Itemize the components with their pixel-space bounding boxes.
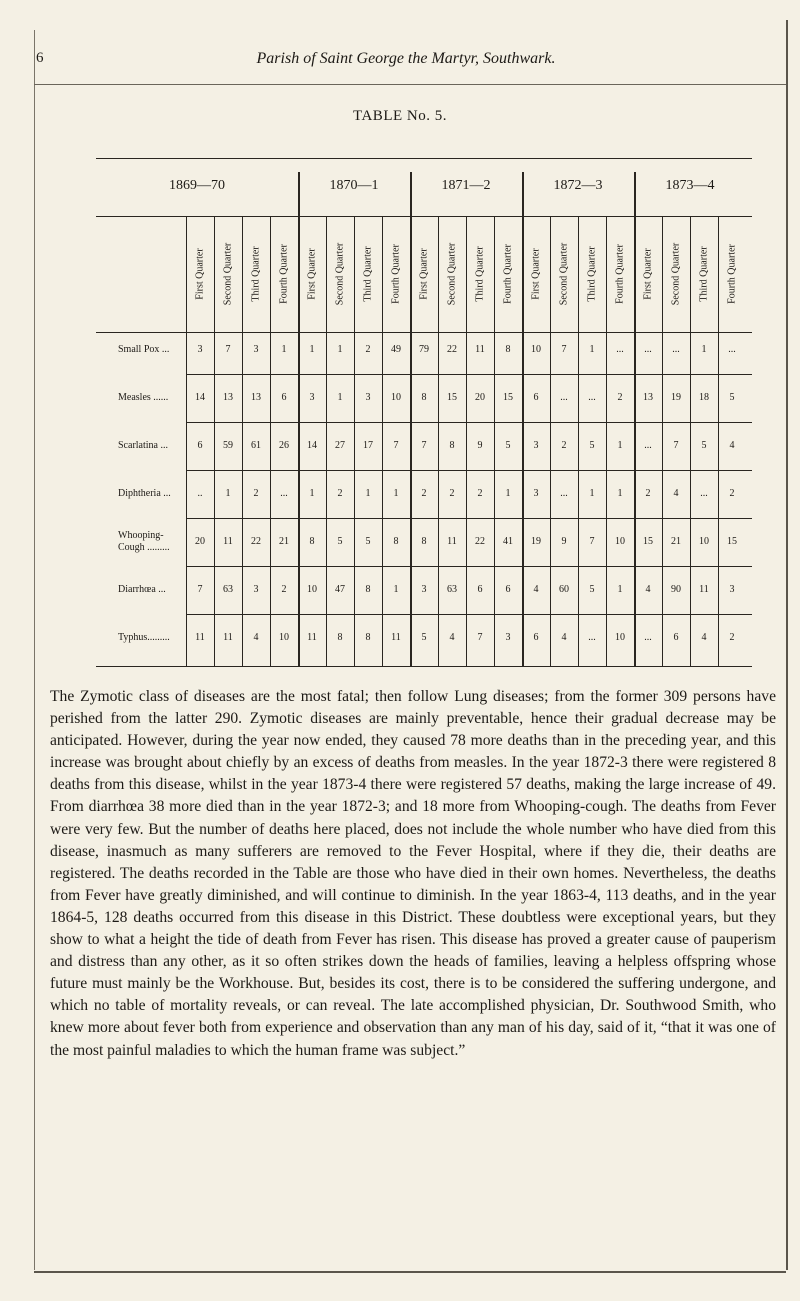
table-cell: 5 <box>337 536 343 547</box>
table-cell: 7 <box>589 536 595 547</box>
table-cell: 4 <box>701 632 707 643</box>
table-cell: 49 <box>391 344 401 355</box>
table-cell: ... <box>588 392 596 403</box>
footer-rule <box>34 1271 786 1273</box>
table-cell: 6 <box>673 632 679 643</box>
table-cell: 13 <box>643 392 653 403</box>
table-cell: 3 <box>253 584 259 595</box>
table-cell: 4 <box>561 632 567 643</box>
table-cell: ... <box>644 344 652 355</box>
table-cell: 2 <box>645 488 651 499</box>
table-cell: 60 <box>559 584 569 595</box>
table-cell: 22 <box>251 536 261 547</box>
table-cell: 5 <box>505 440 511 451</box>
quarter-header <box>442 218 462 330</box>
header-rule <box>34 84 786 85</box>
table-cell: 19 <box>671 392 681 403</box>
quarter-header <box>246 218 266 330</box>
table-cell: ... <box>560 488 568 499</box>
table-cell: 11 <box>195 632 205 643</box>
quarter-header <box>498 218 518 330</box>
table-cell: 4 <box>449 632 455 643</box>
quarter-header <box>666 218 686 330</box>
table-cell: 3 <box>505 632 511 643</box>
table-cell: ... <box>560 392 568 403</box>
table-cell: 11 <box>447 536 457 547</box>
table-cell: 4 <box>253 632 259 643</box>
table-cell: 1 <box>393 488 399 499</box>
quarter-label: Third Quarter <box>362 246 374 302</box>
page-number: 6 <box>36 50 44 66</box>
table-cell: 1 <box>505 488 511 499</box>
quarter-label: Third Quarter <box>250 246 262 302</box>
table-cell: 8 <box>449 440 455 451</box>
table-cell: 6 <box>477 584 483 595</box>
table-cell: 11 <box>699 584 709 595</box>
table-cell: 3 <box>365 392 371 403</box>
table-cell: ... <box>644 440 652 451</box>
row-label: Diarrhœa ... <box>118 584 166 595</box>
table-cell: 10 <box>615 632 625 643</box>
year-header: 1872—3 <box>553 178 603 193</box>
table-cell: 1 <box>701 344 707 355</box>
table-cell: 15 <box>727 536 737 547</box>
year-header: 1871—2 <box>441 178 491 193</box>
row-label: Diphtheria ... <box>118 488 171 499</box>
table-cell: 11 <box>391 632 401 643</box>
table-cell: 59 <box>223 440 233 451</box>
table-cell: 22 <box>447 344 457 355</box>
table-cell: 6 <box>533 392 539 403</box>
year-header-rule <box>96 216 752 217</box>
table-cell: ... <box>588 632 596 643</box>
table-cell: 8 <box>365 584 371 595</box>
table-cell: 8 <box>365 632 371 643</box>
table-cell: 7 <box>197 584 203 595</box>
quarter-header <box>582 218 602 330</box>
table-cell: 9 <box>561 536 567 547</box>
row-label: Small Pox ... <box>118 344 170 355</box>
quarter-header <box>274 218 294 330</box>
table-cell: 4 <box>729 440 735 451</box>
table-cell: 21 <box>279 536 289 547</box>
quarter-header <box>218 218 238 330</box>
table-cell: 9 <box>477 440 483 451</box>
table-cell: 15 <box>447 392 457 403</box>
table-cell: 6 <box>505 584 511 595</box>
table-cell: 20 <box>475 392 485 403</box>
table-cell: 10 <box>391 392 401 403</box>
table-cell: 1 <box>337 344 343 355</box>
table-cell: 90 <box>671 584 681 595</box>
table-cell: 2 <box>561 440 567 451</box>
quarter-header <box>722 218 742 330</box>
table-cell: 5 <box>365 536 371 547</box>
table-cell: 17 <box>363 440 373 451</box>
table-cell: 2 <box>617 392 623 403</box>
year-header: 1869—70 <box>169 178 225 193</box>
row-label: Measles ...... <box>118 392 169 403</box>
table-bottom-rule <box>96 666 752 667</box>
table-cell: 26 <box>279 440 289 451</box>
table-cell: 1 <box>365 488 371 499</box>
table-cell: 5 <box>701 440 707 451</box>
quarter-label: Fourth Quarter <box>614 244 626 304</box>
table-cell: 2 <box>365 344 371 355</box>
quarter-label: Second Quarter <box>446 242 458 306</box>
table-cell: 1 <box>617 584 623 595</box>
table-cell: 13 <box>223 392 233 403</box>
table-cell: 7 <box>477 632 483 643</box>
row-label: Scarlatina ... <box>118 440 168 451</box>
table-cell: 5 <box>589 584 595 595</box>
quarter-label: Fourth Quarter <box>278 244 290 304</box>
table-cell: 1 <box>225 488 231 499</box>
table-cell: 3 <box>197 344 203 355</box>
table-cell: 15 <box>503 392 513 403</box>
table-cell: 8 <box>393 536 399 547</box>
quarter-label: Fourth Quarter <box>726 244 738 304</box>
body-paragraph: The Zymotic class of diseases are the most fatal; then follow Lung diseases; from the former 309 persons have perished from the latter 290. Zymotic diseases are mainly preventable, hence their gradual decrease may be anticipated. However, during the year now ended, they caused 78 more deaths than in the preceding year, and this increase was brought about chiefly by an excess of deaths from measles. In the year 1872-3 there were registered 8 deaths from this disease, whilst in the year 1873-4 there were registered 57 deaths, making the large increase of 49. From diarrhœa 38 more died than in the year 1872-3; and 18 more from Whooping-cough. The deaths from Fever were very few. But the number of deaths here placed, does not include the whole number who have died from this disease, inasmuch as many sufferers are removed to the Fever Hospital, where if they die, their deaths are registered. The deaths recorded in the Table are those who have died in their own homes. Nevertheless, the deaths from Fever have greatly diminished, and will continue to diminish. In the year 1863-4, 113 deaths, and in the year 1864-5, 128 deaths occurred from this disease in this District. These doubtless were exceptional years, but they show to what a height the tide of death from Fever has risen. This disease has proved a greater cause of pauperism and distress than any other, as it so often strikes down the heads of families, leaving a helpless offspring whose future must mainly be the Workhouse. But, besides its cost, there is to be considered the suffering undergone, and which no table of mortality reveals, or can reveal. The late accomplished physician, Dr. Southwood Smith, who knew more about fever both from experience and observation than any man of his day, said of it, “that it was one of the most painful maladies to which the human frame was subject.” <box>50 688 776 1059</box>
table-cell: 5 <box>589 440 595 451</box>
quarter-label: Second Quarter <box>670 242 682 306</box>
table-cell: 63 <box>447 584 457 595</box>
table-cell: 14 <box>307 440 317 451</box>
quarter-header <box>554 218 574 330</box>
table-cell: 3 <box>309 392 315 403</box>
table-cell: 1 <box>309 488 315 499</box>
table-cell: 61 <box>251 440 261 451</box>
table-cell: 7 <box>421 440 427 451</box>
table-cell: 7 <box>561 344 567 355</box>
table-cell: 18 <box>699 392 709 403</box>
quarter-label: Fourth Quarter <box>502 244 514 304</box>
table-cell: ... <box>672 344 680 355</box>
table-cell: 1 <box>337 392 343 403</box>
quarter-header <box>414 218 434 330</box>
table-cell: 27 <box>335 440 345 451</box>
table-cell: 63 <box>223 584 233 595</box>
table-cell: 1 <box>281 344 287 355</box>
table-cell: 6 <box>533 632 539 643</box>
table-cell: 13 <box>251 392 261 403</box>
table-cell: 10 <box>279 632 289 643</box>
quarter-label: First Quarter <box>642 248 654 300</box>
table-cell: 1 <box>617 488 623 499</box>
table-cell: ... <box>616 344 624 355</box>
table-cell: 4 <box>533 584 539 595</box>
table-cell: 4 <box>673 488 679 499</box>
table-cell: 19 <box>531 536 541 547</box>
table-cell: 21 <box>671 536 681 547</box>
table-cell: 2 <box>337 488 343 499</box>
quarter-label: Third Quarter <box>474 246 486 302</box>
table-top-rule <box>96 158 752 159</box>
table-cell: 6 <box>197 440 203 451</box>
quarter-header-rule <box>96 332 752 333</box>
table-cell: 8 <box>421 536 427 547</box>
running-title: Parish of Saint George the Martyr, Southwark. <box>256 50 556 67</box>
right-margin-rule <box>786 20 788 1270</box>
quarter-header <box>330 218 350 330</box>
table-cell: ... <box>700 488 708 499</box>
table-cell: 5 <box>421 632 427 643</box>
page-header <box>36 50 776 76</box>
table-cell: 10 <box>307 584 317 595</box>
table-cell: 7 <box>393 440 399 451</box>
table-cell: 20 <box>195 536 205 547</box>
year-header: 1873—4 <box>665 178 715 193</box>
table-cell: 1 <box>589 344 595 355</box>
table-cell: 7 <box>673 440 679 451</box>
table-cell: 3 <box>533 440 539 451</box>
table-cell: 10 <box>699 536 709 547</box>
quarter-label: First Quarter <box>194 248 206 300</box>
quarter-label: Second Quarter <box>334 242 346 306</box>
table-cell: 11 <box>223 536 233 547</box>
quarter-label: First Quarter <box>306 248 318 300</box>
quarter-header <box>694 218 714 330</box>
quarter-label: Second Quarter <box>222 242 234 306</box>
table-cell: 3 <box>421 584 427 595</box>
table-cell: 2 <box>281 584 287 595</box>
table-cell: .. <box>197 488 203 499</box>
mortality-table <box>96 158 752 666</box>
left-margin-rule <box>34 30 35 1270</box>
table-cell: 11 <box>223 632 233 643</box>
table-cell: ... <box>280 488 288 499</box>
quarter-header <box>190 218 210 330</box>
table-cell: 8 <box>309 536 315 547</box>
table-title: TABLE No. 5. <box>353 108 447 124</box>
table-cell: 10 <box>615 536 625 547</box>
quarter-label: Third Quarter <box>698 246 710 302</box>
quarter-label: Fourth Quarter <box>390 244 402 304</box>
table-cell: 14 <box>195 392 205 403</box>
table-cell: 1 <box>309 344 315 355</box>
table-cell: 3 <box>253 344 259 355</box>
table-cell: 4 <box>645 584 651 595</box>
table-cell: 2 <box>729 488 735 499</box>
table-cell: 1 <box>393 584 399 595</box>
quarter-label: Third Quarter <box>586 246 598 302</box>
table-cell: 8 <box>421 392 427 403</box>
table-cell: 3 <box>533 488 539 499</box>
table-cell: ... <box>644 632 652 643</box>
table-cell: 2 <box>253 488 259 499</box>
table-cell: 1 <box>589 488 595 499</box>
quarter-header <box>638 218 658 330</box>
quarter-header <box>526 218 546 330</box>
table-cell: 8 <box>337 632 343 643</box>
quarter-header <box>470 218 490 330</box>
table-cell: 11 <box>307 632 317 643</box>
quarter-header <box>358 218 378 330</box>
table-cell: 3 <box>729 584 735 595</box>
table-cell: 5 <box>729 392 735 403</box>
table-cell: 79 <box>419 344 429 355</box>
row-label: Whooping-Cough ......... <box>118 530 170 553</box>
year-header: 1870—1 <box>329 178 379 193</box>
table-cell: 41 <box>503 536 513 547</box>
quarter-header <box>610 218 630 330</box>
table-cell: 7 <box>225 344 231 355</box>
row-label: Typhus......... <box>118 632 170 643</box>
table-cell: 22 <box>475 536 485 547</box>
table-cell: 2 <box>477 488 483 499</box>
table-cell: 15 <box>643 536 653 547</box>
quarter-header <box>302 218 322 330</box>
quarter-label: First Quarter <box>530 248 542 300</box>
table-cell: 2 <box>421 488 427 499</box>
table-cell: 1 <box>617 440 623 451</box>
table-cell: 11 <box>475 344 485 355</box>
table-cell: ... <box>728 344 736 355</box>
table-cell: 2 <box>449 488 455 499</box>
quarter-header <box>386 218 406 330</box>
quarter-label: First Quarter <box>418 248 430 300</box>
table-cell: 10 <box>531 344 541 355</box>
table-cell: 6 <box>281 392 287 403</box>
table-cell: 47 <box>335 584 345 595</box>
table-cell: 8 <box>505 344 511 355</box>
quarter-label: Second Quarter <box>558 242 570 306</box>
table-cell: 2 <box>729 632 735 643</box>
